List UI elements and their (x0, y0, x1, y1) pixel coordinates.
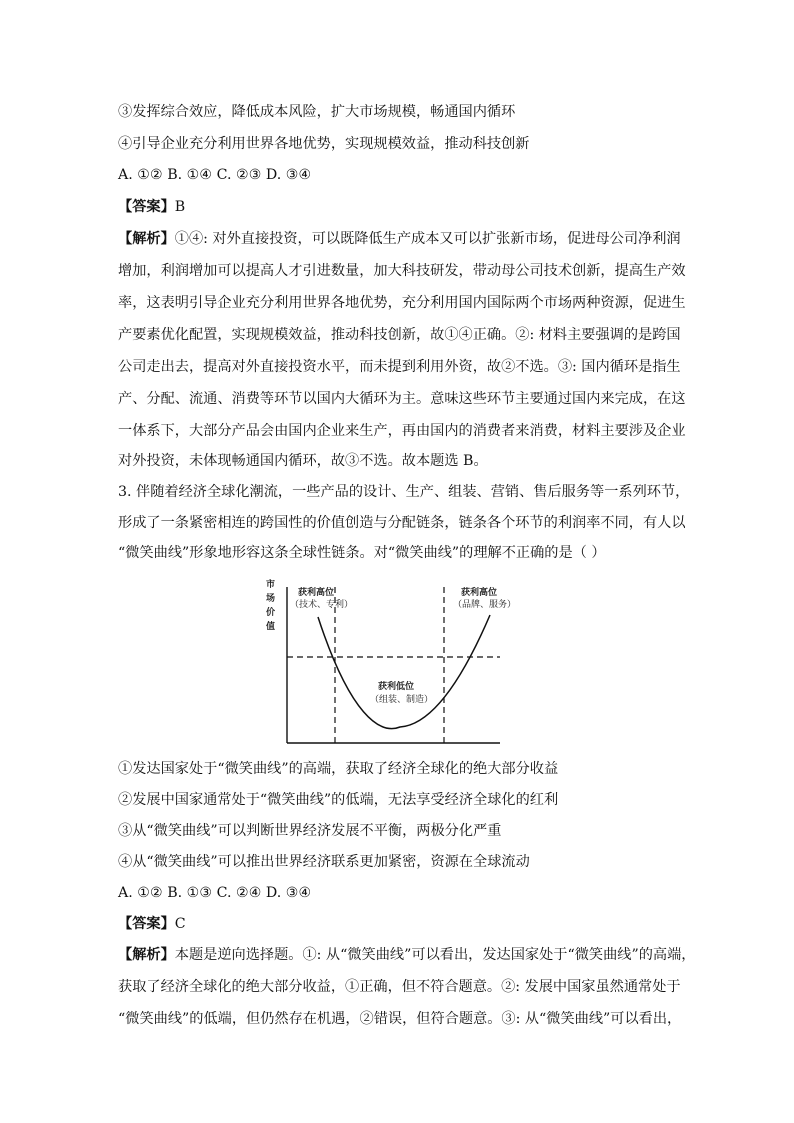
mid-low-sub: （组装、制造） (370, 695, 434, 705)
q3-option-line: ②发展中国家通常处于“微笑曲线”的低端，无法享受经济全球化的红利 (118, 792, 559, 808)
y-axis-label-char: 市 (266, 580, 276, 590)
answer-value: B (174, 199, 186, 215)
analysis-line (118, 945, 695, 965)
analysis-text: 本题是逆向选择题。①: 从“微笑曲线”可以看出，发达国家处于“微笑曲线”的高端， (174, 947, 696, 963)
analysis-line (118, 229, 681, 249)
mid-low-label: 获利低位 (378, 682, 415, 692)
q3-answer-choices: A. ①② B. ①③ C. ②④ D. ③④ (118, 885, 312, 901)
q3-option-line: ④从“微笑曲线”可以推出世界经济联系更加紧密，资源在全球流动 (118, 854, 530, 870)
answer-line-1 (118, 197, 185, 217)
option-3-text: ③发挥综合效应，降低成本风险，扩大市场规模，畅通国内循环 (118, 104, 516, 120)
analysis-line: 产、分配、流通、消费等环节以国内大循环为主。意味这些环节主要通过国内来完成，在这 (118, 391, 686, 407)
analysis-line: 一体系下，大部分产品会由国内企业来生产，再由国内的消费者来消费，材料主要涉及企业 (118, 423, 686, 439)
y-axis-label-char: 值 (266, 622, 276, 632)
question-3-line: “微笑曲线”形象地形容这条全球性链条。对“微笑曲线”的理解不正确的是（ ） (118, 545, 606, 561)
left-high-sub: （技术、专利） (290, 600, 354, 610)
smile-curve (318, 615, 490, 729)
analysis-line: 率，这表明引导企业充分利用世界各地优势，充分利用国内国际两个市场两种资源，促进生 (118, 295, 686, 311)
analysis-line: 产要素优化配置，实现规模效益，推动科技创新，故①④正确。②: 材料主要强调的是跨国 (118, 327, 681, 343)
y-axis-label-char: 场 (266, 594, 276, 604)
y-axis-label-char: 价 (266, 608, 276, 618)
question-3-line: 形成了一条紧密相连的跨国性的价值创造与分配链条，链条各个环节的利润率不同，有人以 (118, 515, 686, 531)
right-high-label: 获利高位 (461, 588, 498, 598)
analysis-line: 公司走出去，提高对外直接投资水平，而未提到利用外资，故②不选。③: 国内循环是指生 (118, 359, 681, 375)
right-high-sub: （品牌、服务） (453, 600, 517, 610)
answer-label: 【答案】 (118, 199, 175, 215)
analysis-line: “微笑曲线”的低端，但仍然存在机遇，②错误，但符合题意。③: 从“微笑曲线”可以看出， (118, 1011, 682, 1027)
answer-line-2 (118, 914, 186, 934)
left-high-label: 获利高位 (298, 588, 335, 598)
q3-option-line: ③从“微笑曲线”可以判断世界经济发展不平衡，两极分化严重 (118, 823, 502, 839)
analysis-line: 获取了经济全球化的绝大部分收益，①正确，但不符合题意。②: 发展中国家虽然通常处于 (118, 979, 681, 995)
answer-label: 【答案】 (118, 916, 175, 932)
q3-option-line: ①发达国家处于“微笑曲线”的高端，获取了经济全球化的绝大部分收益 (118, 761, 559, 777)
analysis-label: 【解析】 (118, 947, 175, 963)
analysis-line: 对外投资，未体现畅通国内循环，故③不选。故本题选 B。 (118, 453, 488, 469)
option-4-text: ④引导企业充分利用世界各地优势，实现规模效益，推动科技创新 (118, 136, 530, 152)
analysis-line: 增加，利润增加可以提高人才引进数量，加大科技研发，带动母公司技术创新，提高生产效 (118, 263, 686, 279)
question-3-line: 3. 伴随着经济全球化潮流，一些产品的设计、生产、组装、营销、售后服务等一系列环节， (118, 484, 690, 500)
analysis-text: ①④: 对外直接投资，可以既降低生产成本又可以扩张新市场，促进母公司净利润 (174, 231, 681, 247)
analysis-label: 【解析】 (118, 231, 175, 247)
answer-value: C (174, 916, 186, 932)
smile-curve-diagram (0, 575, 794, 750)
answer-choices: A. ①② B. ①④ C. ②③ D. ③④ (118, 167, 312, 183)
